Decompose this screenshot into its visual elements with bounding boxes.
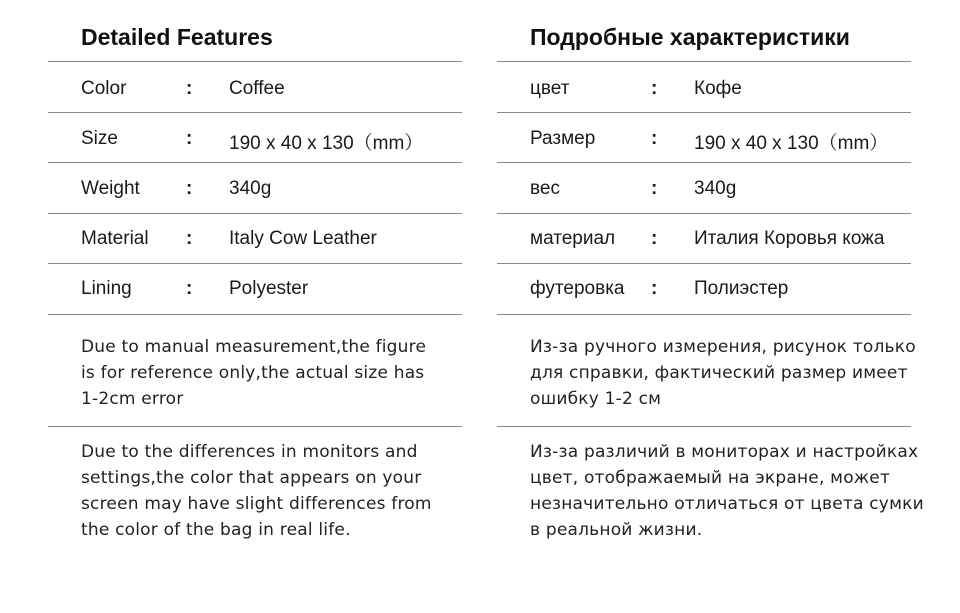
spec-separator: : — [186, 128, 193, 149]
spec-separator: : — [186, 78, 193, 99]
note-line: the color of the bag in real life. — [81, 520, 351, 540]
spec-row-size — [48, 114, 462, 164]
spec-label: цвет — [530, 78, 570, 99]
note-line: в реальной жизни. — [530, 520, 703, 540]
spec-value: 190 x 40 x 130（mm） — [694, 133, 889, 154]
spec-row-lining — [48, 264, 462, 314]
panel-title: Подробные характеристики — [530, 24, 850, 50]
divider — [497, 112, 911, 113]
divider — [48, 162, 462, 163]
spec-value: 340g — [229, 178, 272, 199]
spec-separator: : — [651, 128, 658, 149]
note-line: screen may have slight differences from — [81, 494, 432, 514]
note-line: Due to manual measurement,the figure — [81, 337, 427, 357]
spec-row-weight — [48, 164, 462, 214]
divider — [48, 426, 462, 427]
measurement-note — [530, 334, 916, 412]
note-line: is for reference only,the actual size has — [81, 363, 425, 383]
color-note — [530, 439, 924, 543]
divider — [497, 162, 911, 163]
panel-title: Detailed Features — [81, 24, 273, 50]
spec-label: Material — [81, 228, 149, 249]
spec-label: Weight — [81, 178, 140, 199]
divider — [497, 426, 911, 427]
note-line: цвет, отображаемый на экране, может — [530, 468, 891, 488]
divider — [48, 314, 462, 315]
spec-value: 190 x 40 x 130（mm） — [229, 133, 424, 154]
divider — [48, 112, 462, 113]
note-line: для справки, фактический размер имеет — [530, 363, 908, 383]
spec-separator: : — [651, 228, 658, 249]
note-line: settings,the color that appears on your — [81, 468, 422, 488]
note-line: ошибку 1-2 см — [530, 389, 662, 409]
spec-label: Lining — [81, 278, 132, 299]
spec-separator: : — [651, 278, 658, 299]
spec-separator: : — [651, 178, 658, 199]
note-line: незначительно отличаться от цвета сумки — [530, 494, 924, 514]
measurement-note — [81, 334, 461, 412]
spec-value: Полиэстер — [694, 278, 789, 299]
note-line: Из-за ручного измерения, рисунок только — [530, 337, 916, 357]
spec-row-weight — [497, 164, 911, 214]
spec-value: Italy Cow Leather — [229, 228, 377, 249]
spec-value: Coffee — [229, 78, 285, 99]
spec-label: футеровка — [530, 278, 625, 299]
divider — [48, 61, 462, 62]
spec-row-color — [48, 64, 462, 114]
note-line: Due to the differences in monitors and — [81, 442, 418, 462]
spec-label: Размер — [530, 128, 596, 149]
note-line: Из-за различий в мониторах и настройках — [530, 442, 919, 462]
spec-label: Color — [81, 78, 127, 99]
spec-value: Polyester — [229, 278, 309, 299]
divider — [497, 314, 911, 315]
spec-separator: : — [186, 178, 193, 199]
spec-row-material — [48, 214, 462, 264]
spec-row-material — [497, 214, 911, 264]
spec-label: вес — [530, 178, 560, 199]
spec-value: 340g — [694, 178, 737, 199]
spec-value: Кофе — [694, 78, 742, 99]
spec-row-lining — [497, 264, 911, 314]
spec-label: материал — [530, 228, 616, 249]
spec-separator: : — [186, 228, 193, 249]
color-note — [81, 439, 461, 543]
spec-label: Size — [81, 128, 118, 149]
spec-separator: : — [186, 278, 193, 299]
spec-row-color — [497, 64, 911, 114]
spec-value: Италия Коровья кожа — [694, 228, 885, 249]
spec-row-size — [497, 114, 911, 164]
divider — [497, 61, 911, 62]
note-line: 1-2cm error — [81, 389, 184, 409]
spec-separator: : — [651, 78, 658, 99]
